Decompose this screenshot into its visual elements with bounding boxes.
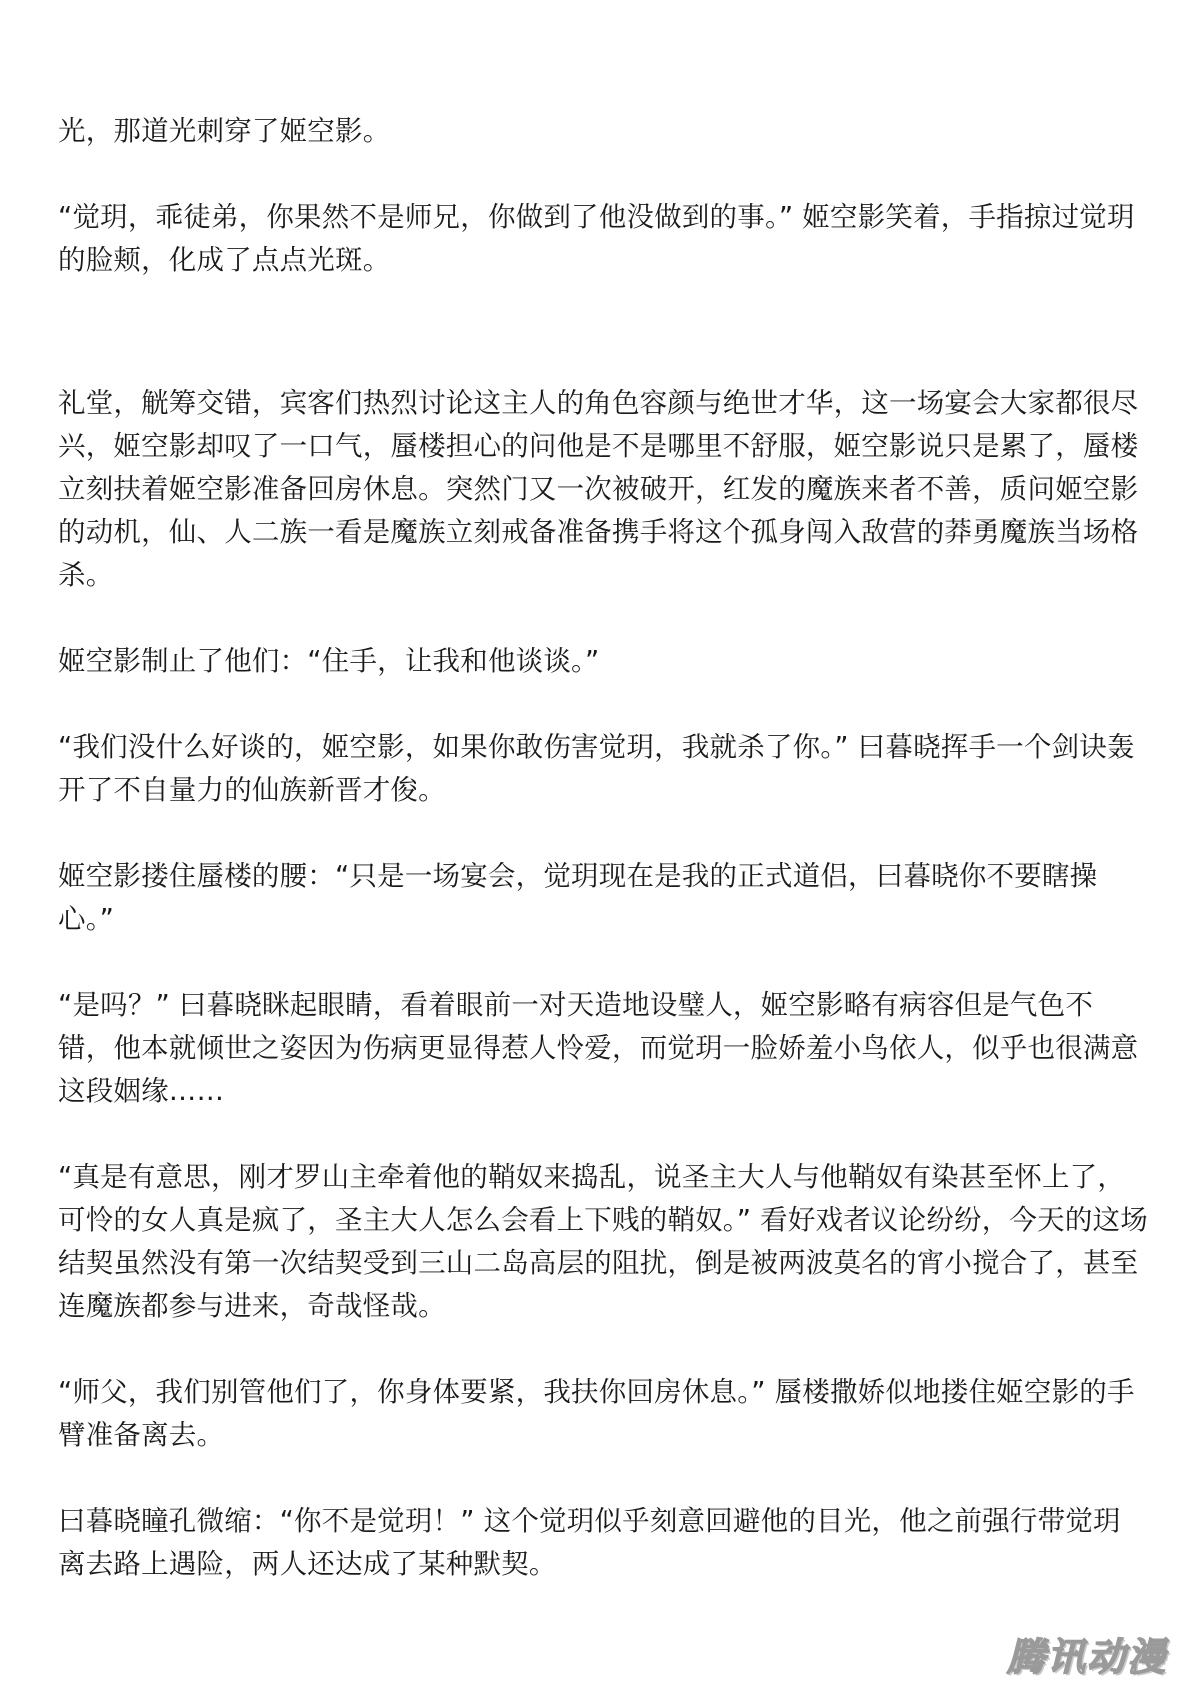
paragraph-4: 姬空影制止了他们：“住手，让我和他谈谈。” xyxy=(58,645,600,677)
paragraph-5: “我们没什么好谈的，姬空影，如果你敢伤害觉玥，我就杀了你。” 曰暮晓挥手一个剑诀轰开了不自量力的仙族新晋才俊。 xyxy=(58,731,1135,806)
paragraph-7: “是吗？” 曰暮晓眯起眼睛，看着眼前一对天造地设璧人，姬空影略有病容但是气色不错，他本就倾世之姿因为伤病更显得惹人怜爱，而觉玥一脸娇羞小鸟依人，似乎也很满意这段姻缘…… xyxy=(58,989,1139,1107)
text-column xyxy=(58,110,1148,1629)
paragraph-2: “觉玥，乖徒弟，你果然不是师兄，你做到了他没做到的事。” 姬空影笑着，手指掠过觉玥的脸颊，化成了点点光斑。 xyxy=(58,201,1135,276)
paragraph-3: 礼堂，觥筹交错，宾客们热烈讨论这主人的角色容颜与绝世才华，这一场宴会大家都很尽兴，姬空影却叹了一口气，蜃楼担心的问他是不是哪里不舒服，姬空影说只是累了，蜃楼立刻扶着姬空影准备回房休息。突然门又一次被破开，红发的魔族来者不善，质问姬空影的动机，仙、人二族一看是魔族立刻戒备准备携手将这个孤身闯入敌营的莽勇魔族当场格杀。 xyxy=(58,387,1139,591)
paragraph-10: 曰暮晓瞳孔微缩：“你不是觉玥！” 这个觉玥似乎刻意回避他的目光，他之前强行带觉玥离去路上遇险，两人还达成了某种默契。 xyxy=(58,1505,1121,1580)
watermark-logo xyxy=(1002,1624,1172,1682)
paragraph-8: “真是有意思，刚才罗山主牵着他的鞘奴来捣乱，说圣主大人与他鞘奴有染甚至怀上了，可怜的女人真是疯了，圣主大人怎么会看上下贱的鞘奴。” 看好戏者议论纷纷，今天的这场结契虽然没有第一次结契受到三山二岛高层的阻扰，倒是被两波莫名的宵小搅合了，甚至连魔族都参与进来，奇哉怪哉。 xyxy=(58,1161,1148,1322)
paragraph-9: “师父，我们别管他们了，你身体要紧，我扶你回房休息。” 蜃楼撒娇似地搂住姬空影的手臂准备离去。 xyxy=(58,1376,1135,1451)
paragraph-6: 姬空影搂住蜃楼的腰：“只是一场宴会，觉玥现在是我的正式道侣，曰暮晓你不要瞎操心。” xyxy=(58,860,1098,935)
paragraph-1: 光，那道光刺穿了姬空影。 xyxy=(58,115,391,147)
watermark-text: 腾讯动漫 xyxy=(1006,1634,1167,1679)
